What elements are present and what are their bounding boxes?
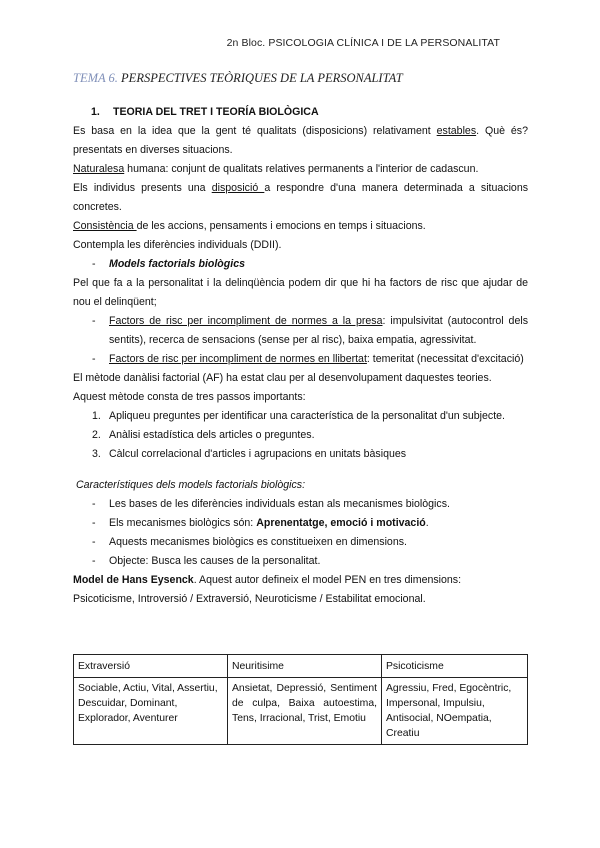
eysenck-dimensions: Psicoticisme, Introversió / Extraversió, Neuroticisme / Estabilitat emocional. (73, 593, 426, 605)
document-body (73, 103, 528, 609)
list-item: - Els mecanismes biològics són: Aprenentatge, emoció i motivació. (92, 517, 429, 529)
topic-title (73, 71, 403, 86)
pen-table (73, 654, 528, 745)
eysenck-paragraph: Model de Hans Eysenck. Aquest autor defineix el model PEN en tres dimensions: (73, 574, 462, 586)
paragraph-naturalesa: Naturalesa humana: conjunt de qualitats relatives permanents a l'interior de cadascun. (73, 163, 479, 175)
list-item: - Aquests mecanismes biològics es constitueixen en dimensions. (92, 536, 407, 548)
paragraph-af: El mètode danàlisi factorial (AF) ha estat clau per al desenvolupament daquestes teories. (73, 372, 492, 384)
numbered-item: 2. Anàlisi estadística dels articles o preguntes. (92, 429, 315, 441)
paragraph-disposicio: Els individus presents una disposició a respondre d'una manera determinada a situacions concretes. (73, 182, 529, 213)
table-header-cell: Neuritisime (228, 655, 382, 678)
models-label: - Models factorials biològics (92, 258, 245, 270)
paragraph-steps-intro: Aquest mètode consta de tres passos importants: (73, 391, 306, 403)
paragraph-intro: Es basa en la idea que la gent té qualitats (disposicions) relativament estables. Què és? presentats en diverses situacions. (73, 125, 528, 156)
paragraph-ddii: Contempla les diferències individuals (DDII). (73, 239, 282, 251)
numbered-item: 3. Càlcul correlacional d'articles i agrupacions en unitats bàsiques (92, 448, 407, 460)
table-cell: Sociable, Actiu, Vital, Assertiu, Descuidar, Dominant, Explorador, Aventurer (74, 678, 228, 745)
paragraph-consistencia: Consistència de les accions, pensaments i emocions en temps i situacions. (73, 220, 426, 232)
topic-title-text: PERSPECTIVES TEÒRIQUES DE LA PERSONALITAT (117, 71, 403, 85)
table-cell: Ansietat, Depressió, Sentiment de culpa, Baixa autoestima, Tens, Irracional, Trist, Emotiu (228, 678, 382, 745)
table-header-cell: Extraversió (74, 655, 228, 678)
section-heading: 1. TEORIA DEL TRET I TEORÍA BIOLÒGICA (91, 106, 319, 118)
list-item: - Objecte: Busca les causes de la personalitat. (92, 555, 321, 567)
page-header: 2n Bloc. PSICOLOGIA CLÍNICA I DE LA PERSONALITAT (226, 37, 500, 49)
list-item: - Factors de risc per incompliment de normes a la presa: impulsivitat (autocontrol dels sentits), recerca de sensacions (sense per al risc), baixa empatia, agressivitat. (92, 315, 528, 346)
characteristics-heading: Característiques dels models factorials biològics: (76, 479, 306, 491)
table-header-cell: Psicoticisme (382, 655, 528, 678)
numbered-item: 1. Apliqueu preguntes per identificar una característica de la personalitat d'un subjecte. (92, 410, 505, 422)
list-item: - Factors de risc per incompliment de normes en llibertat: temeritat (necessitat d'excitació) (92, 353, 524, 365)
table-row (74, 678, 528, 745)
table-header-row (74, 655, 528, 678)
models-intro: Pel que fa a la personalitat i la delinqüència podem dir que hi ha factors de risc que ajudar de nou el delinqüent; (73, 277, 528, 308)
list-item: - Les bases de les diferències individuals estan als mecanismes biològics. (92, 498, 450, 510)
table-cell: Agressiu, Fred, Egocèntric, Impersonal, Impulsiu, Antisocial, NOempatia, Creatiu (382, 678, 528, 745)
topic-number: TEMA 6. (73, 71, 118, 85)
